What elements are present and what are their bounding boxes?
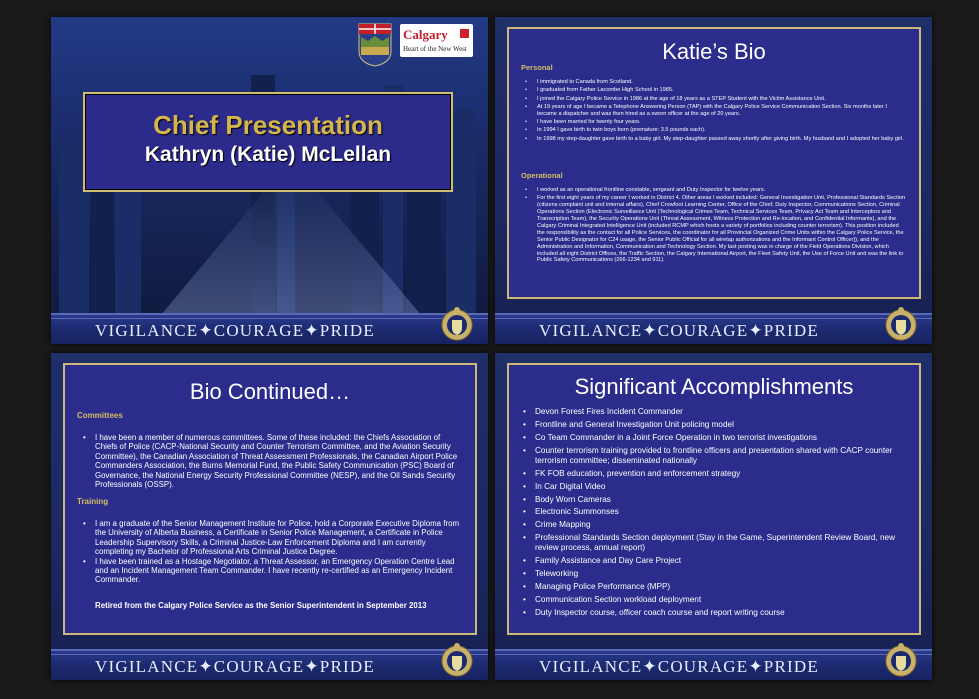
personal-list bbox=[523, 79, 907, 144]
list-item: • I have been a member of numerous committees. Some of these included: the Chiefs Association of Chiefs of Police (CACP-National Security and Counter Terrorism Committee, and the Aviation Security Committee), the Canadian Association of Threat Assessment Professionals, the Canadian Airport Police Commanders Association, the Burns Memorial Fund, the Public Safety Communication (PSC) Board of Governance, the National Energy Security Professional Committee (NESP), and the Oil Sands Security Professionals (OSSP). bbox=[81, 433, 463, 489]
title-box bbox=[83, 92, 453, 192]
list-item: • FK FOB education, prevention and enforcement strategy bbox=[521, 469, 909, 479]
list-item: • I have been married for twenty four years. bbox=[523, 119, 907, 126]
list-item: • I joined the Calgary Police Service in 1986 at the age of 18 years as a STEP Student with the Victim Assistance Unit. bbox=[523, 96, 907, 103]
police-crest-icon bbox=[884, 642, 918, 678]
list-item: • Co Team Commander in a Joint Force Operation in two terrorist investigations bbox=[521, 433, 909, 443]
content-frame bbox=[507, 363, 921, 635]
operational-heading: Operational bbox=[521, 171, 563, 180]
list-item: • Managing Police Performance (MPP) bbox=[521, 582, 909, 592]
presenter-name: Kathryn (Katie) McLellan bbox=[144, 143, 392, 166]
list-item: • I worked as an operational frontline constable, sergeant and Duty Inspector for twelve years. bbox=[523, 187, 907, 194]
list-item: • At 19 years of age I became a Telephone Answering Person (TAP) with the Calgary Police Service Communication Section. Six months later I became a dispatcher and was then hired as a sworn officer at the age of 20 years. bbox=[523, 104, 907, 118]
retired-note: Retired from the Calgary Police Service as the Senior Superintendent in September 2013 bbox=[95, 601, 427, 610]
motto-text: VIGILANCE✦COURAGE✦PRIDE bbox=[539, 321, 819, 340]
list-item: • In Car Digital Video bbox=[521, 482, 909, 492]
list-item: • In 1998 my step-daughter gave birth to a baby girl. My step-daughter passed away shortly after giving birth. My husband and I adopted her baby girl. bbox=[523, 136, 907, 143]
motto-banner bbox=[51, 649, 488, 680]
list-item: • Communication Section workload deployment bbox=[521, 595, 909, 605]
training-list bbox=[81, 519, 463, 585]
logo-name: Calgary bbox=[403, 27, 448, 42]
police-crest-icon bbox=[884, 306, 918, 342]
list-item: • I immigrated to Canada from Scotland. bbox=[523, 79, 907, 86]
list-item: • Crime Mapping bbox=[521, 520, 909, 530]
list-item: • Professional Standards Section deployment (Stay in the Game, Superintendent Review Board, new review process, annual report) bbox=[521, 533, 909, 552]
slide-accomplishments[interactable] bbox=[495, 353, 932, 680]
slide-title[interactable] bbox=[51, 17, 488, 344]
calgary-logo bbox=[400, 24, 473, 57]
motto-text: VIGILANCE✦COURAGE✦PRIDE bbox=[95, 657, 375, 676]
maple-leaf-icon bbox=[460, 29, 469, 38]
content-frame bbox=[507, 27, 921, 299]
list-item: • I graduated from Father Lacombe High School in 1985. bbox=[523, 87, 907, 94]
alberta-flag-icon bbox=[358, 23, 392, 67]
police-crest-icon bbox=[440, 642, 474, 678]
slide-bio[interactable] bbox=[495, 17, 932, 344]
list-item: • I have been trained as a Hostage Negotiator, a Threat Assessor, an Emergency Operation Centre Lead and an Incident Management Team Commander. I have recently re-certified as an Emergency Incident Commander. bbox=[81, 557, 463, 585]
committees-heading: Committees bbox=[77, 411, 123, 420]
slide-title: Bio Continued… bbox=[189, 379, 351, 404]
motto-banner bbox=[495, 649, 932, 680]
accomplishments-list bbox=[521, 407, 909, 621]
list-item: • Body Worn Cameras bbox=[521, 495, 909, 505]
list-item: • Family Assistance and Day Care Project bbox=[521, 556, 909, 566]
slide-title: Significant Accomplishments bbox=[574, 374, 854, 399]
motto-text: VIGILANCE✦COURAGE✦PRIDE bbox=[95, 321, 375, 340]
list-item: • For the first eight years of my career I worked in District 4. Other areas I worked included: General Investigation Unit, Professional Standards Section (citizens complaint unit and internal affairs), Chief Crowfoot Learning Center, Office of the Chief, Duty Inspector, Communications Section, Criminal Operations Section (Electronic Surveillance Unit (Technological Crimes Team, Technical Services Team, Privacy Act Team and Interceptors and Transcription Team), the Security Operations Unit (Threat Assessment, Witness Protection and Re-location, and Confidential Informants), and the Calgary Criminal Integrated Intelligence Unit (included RCMP which hosts a variety of portfolios including counter terrorism). This position included the responsibility as the contact for all Police Services, the coordinator for all Provincial Organized Crime Units within the Calgary Police Service, the Senior Public Designator for C24 usage, the Senior Public Official for all wiretap authorizations and the Informant Control Officer)), and the Administration and Information, Communication and Technology Section. My last posting was in charge of the Field Operations Division, which included all eight District Offices, the Traffic Section, the Calgary International Airport, the Fleet Safety Unit, the Use of Force Unit and was the link to Public Safety Communications (266-1234 and 911). bbox=[523, 195, 907, 264]
motto-banner bbox=[495, 313, 932, 344]
motto-banner bbox=[51, 313, 488, 344]
list-item: • Counter terrorism training provided to frontline officers and presentation shared with CACP counter terrorism committee; disseminated nationally bbox=[521, 446, 909, 465]
list-item: • Duty Inspector course, officer coach course and report writing course bbox=[521, 608, 909, 618]
motto-text: VIGILANCE✦COURAGE✦PRIDE bbox=[539, 657, 819, 676]
police-crest-icon bbox=[440, 306, 474, 342]
personal-heading: Personal bbox=[521, 63, 553, 72]
training-heading: Training bbox=[77, 497, 109, 506]
list-item: • I am a graduate of the Senior Management Institute for Police, hold a Corporate Executive Diploma from the University of Alberta Business, a Certificate in Senior Police Management, a Certificate in Police Leadership Supervisory Skills, a Criminal Justice-Law Enforcement Diploma and I am currently completing my Bachelor of Professional Arts Criminal Justice Degree. bbox=[81, 519, 463, 557]
operational-list bbox=[523, 187, 907, 266]
slide-bio-continued[interactable] bbox=[51, 353, 488, 680]
content-frame bbox=[63, 363, 477, 635]
logo-tagline: Heart of the New West bbox=[403, 45, 467, 53]
list-item: • In 1994 I gave birth to twin boys born (premature: 3.5 pounds each). bbox=[523, 127, 907, 134]
list-item: • Devon Forest Fires Incident Commander bbox=[521, 407, 909, 417]
list-item: • Electronic Summonses bbox=[521, 507, 909, 517]
list-item: • Teleworking bbox=[521, 569, 909, 579]
list-item: • Frontline and General Investigation Unit policing model bbox=[521, 420, 909, 430]
committees-list bbox=[81, 433, 463, 489]
slide-title: Katie’s Bio bbox=[662, 39, 766, 64]
presentation-title: Chief Presentation bbox=[153, 110, 383, 140]
